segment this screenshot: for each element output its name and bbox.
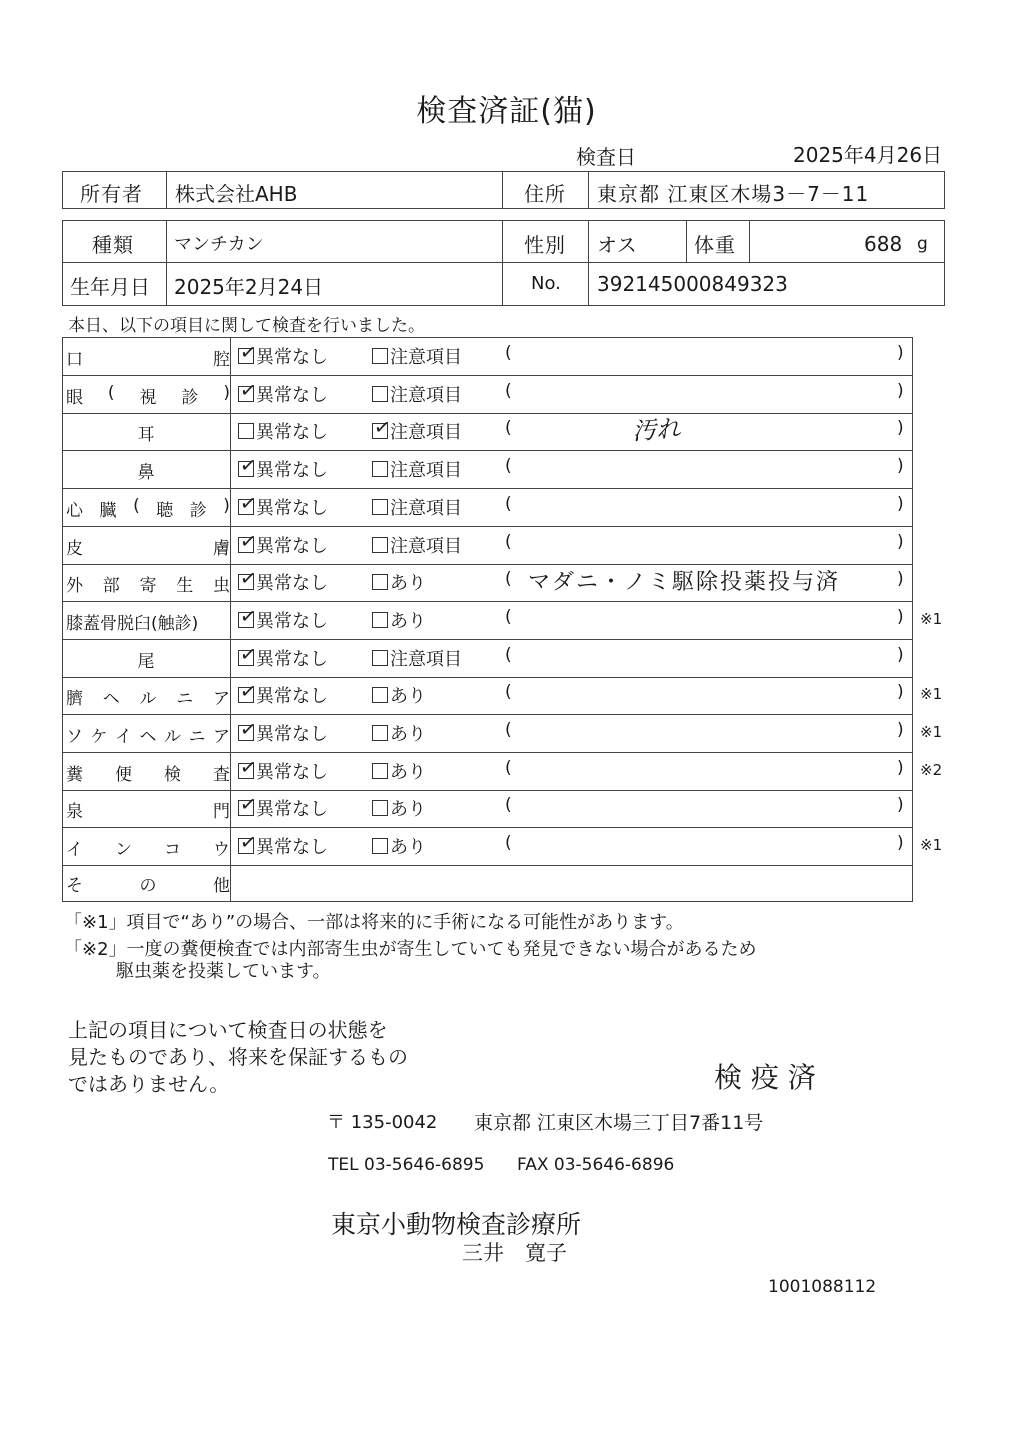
check-row: [62, 714, 943, 752]
alt-option[interactable]: [372, 645, 462, 671]
alt-option-label: 注意項目: [390, 460, 462, 481]
normal-option[interactable]: [238, 715, 328, 746]
check-note: マダニ・ノミ駆除投薬投与済: [528, 570, 841, 595]
note-open-paren: (: [505, 682, 512, 702]
check-mark-icon: ✓: [372, 413, 393, 441]
check-item-label: 口 腔: [66, 350, 230, 370]
check-row: [62, 601, 943, 639]
check-row: [62, 526, 913, 564]
normal-checkbox[interactable]: [238, 338, 259, 366]
note-close-paren: ): [897, 645, 904, 665]
weight-unit: g: [917, 234, 928, 254]
check-mark-icon: ✓: [238, 602, 259, 630]
breed-label: 種類: [92, 233, 134, 257]
note-open-paren: (: [505, 381, 512, 401]
alt-checkbox[interactable]: [372, 386, 388, 402]
normal-checkbox[interactable]: [238, 423, 254, 439]
normal-option[interactable]: [238, 338, 328, 369]
note-open-paren: (: [505, 569, 512, 589]
alt-checkbox[interactable]: [372, 537, 388, 553]
postal-code: 〒 135-0042: [327, 1112, 438, 1133]
alt-checkbox[interactable]: [372, 499, 388, 515]
check-item-label: 心 臓 ( 聴 診 ): [66, 496, 230, 521]
alt-option-label: 注意項目: [390, 536, 462, 557]
alt-option-label: 注意項目: [390, 649, 462, 670]
check-row: [62, 752, 943, 790]
alt-option-label: あり: [390, 686, 426, 707]
normal-option[interactable]: [238, 564, 328, 595]
clinic-tel: TEL 03-5646-6895: [328, 1155, 485, 1175]
note-open-paren: (: [505, 343, 512, 363]
alt-checkbox[interactable]: [372, 348, 388, 364]
check-item-label: 外 部 寄 生 虫: [66, 576, 230, 596]
alt-option[interactable]: [372, 413, 462, 444]
normal-checkbox[interactable]: [238, 677, 259, 705]
note-close-paren: ): [897, 569, 904, 589]
check-mark-icon: ✓: [238, 376, 259, 404]
normal-option[interactable]: [238, 376, 328, 407]
note-close-paren: ): [897, 381, 904, 401]
footnote-mark: ※1: [920, 685, 943, 703]
alt-option[interactable]: [372, 456, 462, 482]
alt-option-label: 注意項目: [390, 498, 462, 519]
alt-checkbox[interactable]: [372, 574, 388, 590]
alt-option-label: あり: [390, 799, 426, 820]
footnote-2-line1: 「※2」一度の糞便検査では内部寄生虫が寄生していても発見できない場合があるため: [64, 939, 757, 960]
weight-value: 688: [864, 232, 903, 256]
alt-option[interactable]: [372, 720, 426, 746]
normal-option-label: 異常なし: [256, 649, 328, 670]
check-mark-icon: ✓: [238, 640, 259, 668]
check-row: [62, 827, 943, 865]
normal-option-label: 異常なし: [256, 611, 328, 632]
normal-option[interactable]: [238, 677, 328, 708]
alt-option-label: あり: [390, 573, 426, 594]
alt-option[interactable]: [372, 607, 426, 633]
normal-option[interactable]: [238, 527, 328, 558]
normal-checkbox[interactable]: [238, 602, 259, 630]
alt-checkbox[interactable]: [372, 800, 388, 816]
check-mark-icon: ✓: [238, 564, 259, 592]
footnote-1: 「※1」項目で“あり”の場合、一部は将来的に手術になる可能性があります。: [64, 912, 684, 933]
check-item-label: 臍 ヘ ル ニ ア: [66, 689, 230, 709]
alt-option-label: 注意項目: [390, 422, 462, 443]
doctor-name: 三井 寛子: [462, 1241, 567, 1265]
normal-option-label: 異常なし: [256, 460, 328, 481]
sex-label: 性別: [524, 233, 566, 257]
check-item-label: 膝蓋骨脱臼(触診): [66, 614, 199, 634]
alt-checkbox[interactable]: [372, 612, 388, 628]
note-close-paren: ): [897, 720, 904, 740]
statement-line-3: ではありません。: [68, 1072, 230, 1096]
note-close-paren: ): [897, 456, 904, 476]
normal-checkbox[interactable]: [238, 828, 259, 856]
normal-option-label: 異常なし: [256, 536, 328, 557]
normal-option[interactable]: [238, 753, 328, 784]
footnote-mark: ※1: [920, 723, 943, 741]
normal-checkbox[interactable]: [238, 489, 259, 517]
normal-checkbox[interactable]: [238, 715, 259, 743]
normal-option[interactable]: [238, 828, 328, 859]
normal-checkbox[interactable]: [238, 527, 259, 555]
note-close-paren: ): [897, 795, 904, 815]
note-open-paren: (: [505, 795, 512, 815]
normal-checkbox[interactable]: [238, 376, 259, 404]
check-item-label: イ ン コ ウ: [66, 840, 230, 860]
clinic-address: 東京都 江東区木場三丁目7番11号: [474, 1112, 764, 1134]
sex-value: オス: [597, 233, 637, 257]
note-close-paren: ): [897, 758, 904, 778]
normal-option-label: 異常なし: [256, 686, 328, 707]
normal-checkbox[interactable]: [238, 753, 259, 781]
check-mark-icon: ✓: [238, 338, 259, 366]
footnote-2-line2: 駆虫薬を投薬しています。: [116, 961, 331, 982]
check-mark-icon: ✓: [238, 489, 259, 517]
birth-value: 2025年2月24日: [174, 275, 324, 299]
check-item-label: 耳: [137, 425, 155, 445]
check-row: [62, 337, 913, 375]
note-close-paren: ): [897, 532, 904, 552]
normal-option-label: 異常なし: [256, 347, 328, 368]
alt-option-label: あり: [390, 837, 426, 858]
quarantine-stamp: 検 疫 済: [714, 1061, 816, 1094]
alt-checkbox[interactable]: [372, 650, 388, 666]
note-open-paren: (: [505, 607, 512, 627]
clinic-fax: FAX 03-5646-6896: [517, 1155, 675, 1175]
address-label: 住所: [524, 182, 566, 206]
alt-option[interactable]: [372, 758, 426, 784]
normal-option[interactable]: [238, 640, 328, 671]
other-label: そ の 他: [66, 876, 230, 896]
normal-checkbox[interactable]: [238, 564, 259, 592]
alt-option-label: 注意項目: [390, 347, 462, 368]
alt-checkbox[interactable]: [372, 725, 388, 741]
note-open-paren: (: [505, 456, 512, 476]
check-item-label: 尾: [137, 652, 155, 672]
normal-option-label: 異常なし: [256, 724, 328, 745]
alt-option[interactable]: [372, 381, 462, 407]
normal-option-label: 異常なし: [256, 837, 328, 858]
inspection-date-label: 検査日: [576, 145, 636, 169]
check-row: [62, 639, 913, 677]
check-mark-icon: ✓: [238, 451, 259, 479]
normal-option-label: 異常なし: [256, 762, 328, 783]
check-item-label: 皮 膚: [66, 539, 230, 559]
alt-option-label: 注意項目: [390, 385, 462, 406]
check-row: [62, 676, 943, 714]
birth-label: 生年月日: [70, 275, 150, 299]
note-open-paren: (: [505, 418, 512, 438]
page-title: 検査済証(猫): [416, 94, 597, 129]
alt-checkbox[interactable]: [372, 687, 388, 703]
check-item-label: 眼 ( 視 診 ): [66, 383, 230, 408]
footnote-mark: ※1: [920, 610, 943, 628]
check-item-label: 糞 便 検 査: [66, 765, 230, 785]
check-mark-icon: ✓: [238, 790, 259, 818]
normal-option[interactable]: [238, 418, 328, 444]
alt-option-label: あり: [390, 724, 426, 745]
footnote-mark: ※1: [920, 836, 943, 854]
check-mark-icon: ✓: [238, 715, 259, 743]
normal-checkbox[interactable]: [238, 640, 259, 668]
number-value: 392145000849323: [597, 272, 788, 296]
alt-checkbox[interactable]: [372, 413, 393, 441]
alt-option[interactable]: [372, 343, 462, 369]
alt-checkbox[interactable]: [372, 763, 388, 779]
number-label: No.: [531, 273, 561, 294]
note-open-paren: (: [505, 833, 512, 853]
intro-text: 本日、以下の項目に関して検査を行いました。: [68, 316, 425, 336]
breed-value: マンチカン: [174, 234, 264, 255]
note-close-paren: ): [897, 833, 904, 853]
note-close-paren: ): [897, 343, 904, 363]
check-row: [62, 450, 913, 488]
check-row: [62, 412, 913, 450]
check-item-label: 鼻: [137, 463, 155, 483]
normal-option[interactable]: [238, 790, 328, 821]
note-open-paren: (: [505, 758, 512, 778]
alt-checkbox[interactable]: [372, 838, 388, 854]
check-mark-icon: ✓: [238, 753, 259, 781]
normal-option[interactable]: [238, 451, 328, 482]
note-close-paren: ): [897, 682, 904, 702]
normal-checkbox[interactable]: [238, 451, 259, 479]
normal-option[interactable]: [238, 489, 328, 520]
normal-option-label: 異常なし: [256, 799, 328, 820]
note-open-paren: (: [505, 645, 512, 665]
alt-option[interactable]: [372, 682, 426, 708]
check-note: 汚れ: [631, 414, 682, 446]
alt-option[interactable]: [372, 569, 426, 595]
note-close-paren: ): [897, 418, 904, 438]
note-close-paren: ): [897, 494, 904, 514]
statement-line-2: 見たものであり、将来を保証するもの: [68, 1045, 408, 1069]
alt-option[interactable]: [372, 833, 426, 859]
check-mark-icon: ✓: [238, 527, 259, 555]
weight-label: 体重: [694, 233, 736, 257]
alt-option[interactable]: [372, 795, 426, 821]
alt-option[interactable]: [372, 532, 462, 558]
alt-option[interactable]: [372, 494, 462, 520]
note-open-paren: (: [505, 720, 512, 740]
document-id: 1001088112: [768, 1277, 877, 1297]
check-item-label: ソ ケ イ ヘ ル ニ ア: [66, 727, 230, 747]
check-mark-icon: ✓: [238, 677, 259, 705]
check-row: [62, 488, 913, 526]
note-open-paren: (: [505, 532, 512, 552]
check-row: [62, 563, 913, 601]
owner-value: 株式会社AHB: [175, 182, 298, 206]
inspection-date-value: 2025年4月26日: [793, 143, 943, 167]
footnote-mark: ※2: [920, 761, 943, 779]
clinic-name: 東京小動物検査診療所: [331, 1210, 582, 1239]
note-open-paren: (: [505, 494, 512, 514]
check-item-label: 泉 門: [66, 802, 230, 822]
normal-option[interactable]: [238, 602, 328, 633]
normal-option-label: 異常なし: [256, 422, 328, 443]
normal-option-label: 異常なし: [256, 385, 328, 406]
statement-line-1: 上記の項目について検査日の状態を: [68, 1018, 388, 1042]
alt-option-label: あり: [390, 611, 426, 632]
normal-option-label: 異常なし: [256, 498, 328, 519]
check-mark-icon: ✓: [238, 828, 259, 856]
check-row: [62, 789, 913, 827]
owner-label: 所有者: [80, 182, 143, 206]
normal-checkbox[interactable]: [238, 790, 259, 818]
check-row: [62, 375, 913, 413]
normal-option-label: 異常なし: [256, 573, 328, 594]
alt-option-label: あり: [390, 762, 426, 783]
alt-checkbox[interactable]: [372, 461, 388, 477]
note-close-paren: ): [897, 607, 904, 627]
address-value: 東京都 江東区木場3－7－11: [597, 182, 870, 206]
